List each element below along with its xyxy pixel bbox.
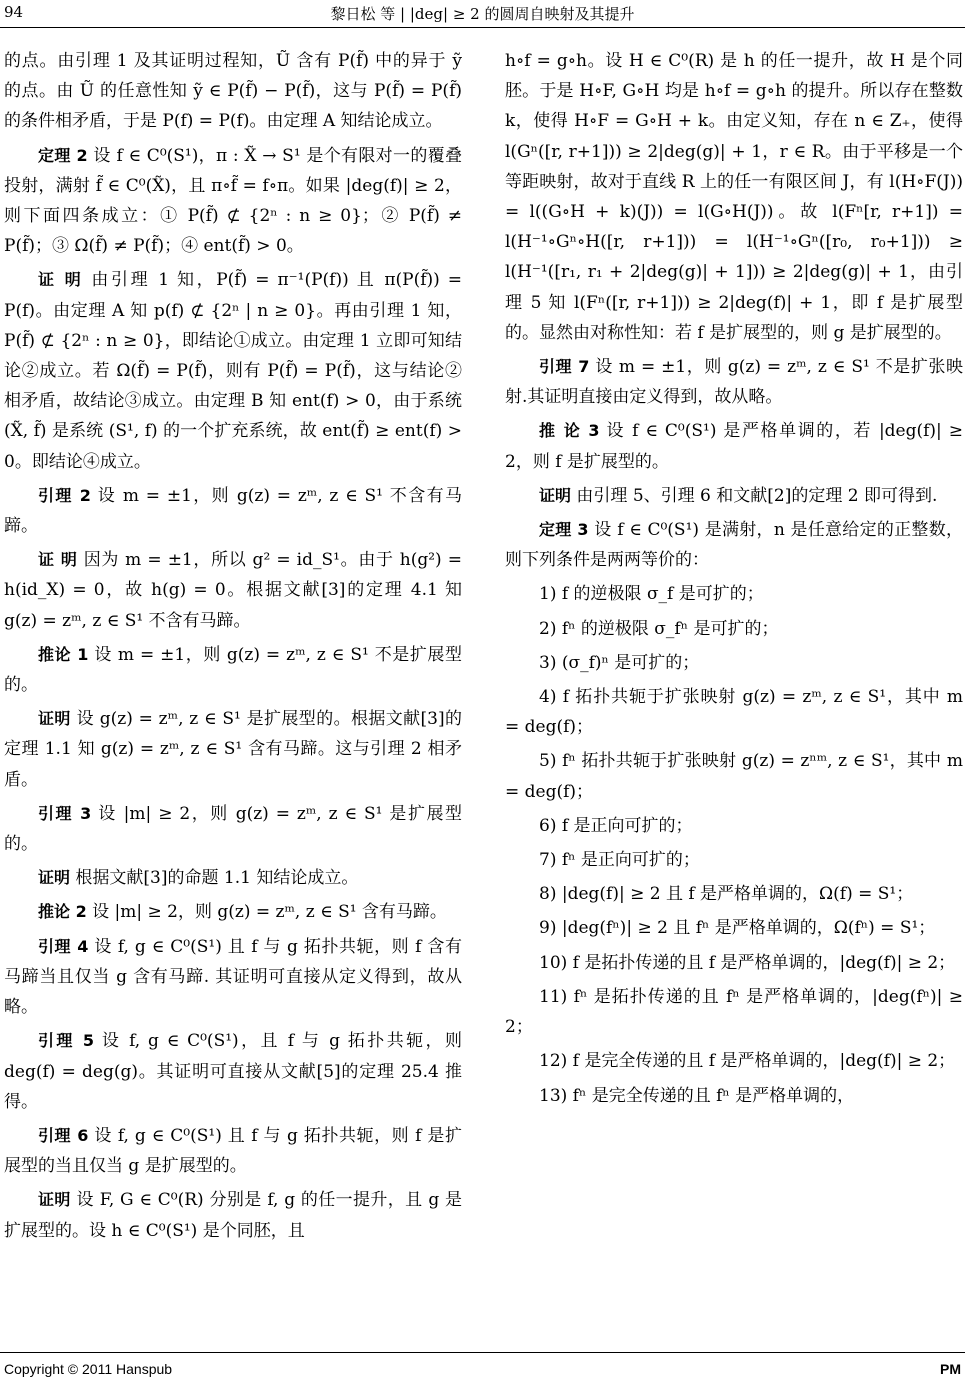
- labeled-paragraph: [4, 1026, 462, 1117]
- list-item: 8) |deg(f)| ≥ 2 且 f 是严格单调的，Ω(f) = S¹；: [539, 884, 914, 905]
- paragraph-label: 推论 1: [38, 644, 89, 664]
- labeled-paragraph: [4, 799, 462, 859]
- paragraph-text: 由引理 1 知，P(f̃) = π⁻¹(P(f)) 且 π(P(f̃)) = P(f)。由定理 A 知 p(f) ⊄ {2ⁿ | n ≥ 0}。再由引理 1 知，P(f̃) ⊄ {2ⁿ : n ≥ 0}，即结论①成立。由定理 1 立即可知结论②成立。若 Ω(f̃) = P(f̃)，则有 P(f̃) = P(f̃)，这与结论②相矛盾，故结论③成立。由定理 B 知 ent(f) > 0，由于系统 (X̃, f̃) 是系统 (S¹, f) 的一个扩充系统，故 ent(f̃) ≥ ent(f) > 0。即结论④成立。: [4, 270, 462, 472]
- labeled-paragraph: [4, 265, 462, 476]
- paragraph-text: 设 f, g ∈ C⁰(S¹)，且 f 与 g 拓扑共轭，则 deg(f) = deg(g)。其证明可直接从文献[5]的定理 25.4 推得。: [4, 1031, 462, 1112]
- list-item: 11) fⁿ 是拓扑传递的且 fⁿ 是严格单调的，|deg(fⁿ)| ≥ 2；: [505, 986, 963, 1038]
- labeled-paragraph: [4, 897, 462, 927]
- paragraph-label: 证明: [38, 709, 71, 729]
- body-paragraph: h∘f = g∘h。设 H ∈ C⁰(R) 是 h 的任一提升，故 H 是个同胚。于是 H∘F, G∘H 均是 h∘f = g∘h 的提升。所以存在整数 k，使得 H∘F = G∘H + k。由定义知，存在 n ∈ Z₊，使得 l(Gⁿ([r, r+1])) ≥ 2|deg(g)| + 1，r ∈ R。由于平移是一个等距映射，故对于直线 R 上的任一有限区间 J，有 l(H∘F(J)) = l((G∘H + k)(J)) = l(G∘H(J))。故 l(Fⁿ[r, r+1]) = l(H⁻¹∘Gⁿ∘H([r, r+1])) = l(H⁻¹∘Gⁿ([r₀, r₀+1])) ≥ l(H⁻¹([r₁, r₁ + 2|deg(g)| + 1])) ≥ 2|deg(g)| + 1，由引理 5 知 l(Fⁿ([r, r+1])) ≥ 2|deg(f)| + 1，即 f 是扩展型的。显然由对称性知：若 f 是扩展型的，则 g 是扩展型的。: [505, 51, 963, 343]
- footer-rule: [0, 1352, 965, 1353]
- paragraph-text: 设 m = ±1，则 g(z) = zᵐ, z ∈ S¹ 不是扩张映射.其证明直接由定义得到，故从略。: [505, 357, 963, 408]
- labeled-paragraph: [505, 481, 963, 511]
- paragraph-text: 设 m = ±1，则 g(z) = zᵐ, z ∈ S¹ 不含有马蹄。: [4, 485, 462, 537]
- left-column: [4, 46, 462, 1346]
- labeled-paragraph: [4, 640, 462, 700]
- paragraph-label: 证明: [38, 868, 71, 888]
- paragraph-text: 设 f ∈ C⁰(S¹) 是满射，n 是任意给定的正整数，则下列条件是两两等价的：: [505, 520, 963, 571]
- labeled-paragraph: [4, 545, 462, 636]
- copyright-notice: Copyright © 2011 Hanspub: [4, 1361, 173, 1377]
- paragraph-label: 引理 3: [38, 803, 92, 823]
- paragraph-label: 引理 2: [38, 485, 91, 505]
- paragraph-label: 引理 4: [38, 936, 89, 956]
- page-header: [0, 0, 965, 34]
- header-rule: [0, 27, 965, 28]
- paragraph-text: 设 F, G ∈ C⁰(R) 分别是 f, g 的任一提升，且 g 是扩展型的。设 h ∈ C⁰(S¹) 是个同胚，且: [4, 1190, 462, 1241]
- labeled-paragraph: [4, 141, 462, 262]
- paragraph-label: 证明: [38, 1190, 71, 1210]
- paragraph-label: 推 论 3: [539, 421, 600, 441]
- list-item: 3) (σ_f)ⁿ 是可扩的；: [539, 652, 700, 673]
- labeled-paragraph: [4, 932, 462, 1023]
- labeled-paragraph: [505, 515, 963, 575]
- paragraph-label: 引理 7: [539, 357, 590, 377]
- labeled-paragraph: [4, 863, 462, 893]
- list-item: 5) fⁿ 拓扑共轭于扩张映射 g(z) = zⁿᵐ, z ∈ S¹，其中 m = deg(f)；: [505, 751, 963, 802]
- paragraph-text: 设 m = ±1，则 g(z) = zᵐ, z ∈ S¹ 不是扩展型的。: [4, 644, 462, 696]
- page-number: 94: [4, 3, 24, 21]
- labeled-paragraph: [4, 1121, 462, 1181]
- page-footer: [0, 1352, 965, 1382]
- paragraph-label: 证 明: [38, 550, 78, 570]
- list-item: 4) f 拓扑共轭于扩张映射 g(z) = zᵐ, z ∈ S¹，其中 m = deg(f)；: [505, 687, 963, 738]
- labeled-paragraph: [505, 352, 963, 412]
- list-item: 12) f 是完全传递的且 f 是严格单调的，|deg(f)| ≥ 2；: [539, 1051, 956, 1072]
- paragraph-label: 定理 3: [539, 520, 589, 540]
- list-item: 9) |deg(fⁿ)| ≥ 2 且 fⁿ 是严格单调的，Ω(fⁿ) = S¹；: [539, 918, 936, 939]
- paragraph-text: 由引理 5、引理 6 和文献[2]的定理 2 即可得到.: [571, 485, 938, 506]
- paragraph-text: 根据文献[3]的命题 1.1 知结论成立。: [70, 868, 359, 889]
- list-item: 13) fⁿ 是完全传递的且 fⁿ 是严格单调的，: [539, 1085, 855, 1106]
- list-item: 1) f 的逆极限 σ_f 是可扩的；: [539, 584, 764, 605]
- paragraph-label: 证 明: [38, 270, 84, 290]
- labeled-paragraph: [4, 1185, 462, 1245]
- paragraph-label: 推论 2: [38, 902, 87, 922]
- labeled-paragraph: [4, 481, 462, 541]
- paragraph-label: 定理 2: [38, 145, 88, 165]
- running-title: 黎日松 等 | |deg| ≥ 2 的圆周自映射及其提升: [330, 5, 635, 23]
- paragraph-text: 设 f ∈ C⁰(S¹) 是严格单调的，若 |deg(f)| ≥ 2，则 f 是扩展型的。: [505, 421, 963, 472]
- publisher-mark: PM: [940, 1361, 961, 1377]
- paragraph-text: 设 g(z) = zᵐ, z ∈ S¹ 是扩展型的。根据文献[3]的定理 1.1 知 g(z) = zᵐ, z ∈ S¹ 含有马蹄。这与引理 2 相矛盾。: [4, 709, 462, 790]
- list-item: 7) fⁿ 是正向可扩的；: [539, 850, 700, 871]
- paragraph-label: 引理 5: [38, 1031, 94, 1051]
- list-item: 2) fⁿ 的逆极限 σ_fⁿ 是可扩的；: [539, 618, 779, 639]
- paragraph-text: 设 f, g ∈ C⁰(S¹) 且 f 与 g 拓扑共轭，则 f 是扩展型的当且仅当 g 是扩展型的。: [4, 1125, 462, 1177]
- paragraph-text: 因为 m = ±1，所以 g² = id_S¹。由于 h(g²) = h(id_X) = 0，故 h(g) = 0。根据文献[3]的定理 4.1 知 g(z) = zᵐ, z ∈ S¹ 不含有马蹄。: [4, 550, 462, 631]
- paragraph-text: 设 |m| ≥ 2，则 g(z) = zᵐ, z ∈ S¹ 含有马蹄。: [86, 902, 447, 923]
- list-item: 6) f 是正向可扩的；: [539, 815, 693, 836]
- paragraph-text: 设 f ∈ C⁰(S¹)，π : X̃ → S¹ 是个有限对一的覆叠投射，满射 f̃ ∈ C⁰(X̃)，且 π∘f̃ = f∘π。如果 |deg(f)| ≥ 2，则下面四条成立：① P(f̃) ⊄ {2ⁿ : n ≥ 0}；② P(f̃) ≠ P(f̃)；③ Ω(f̃) ≠ P(f̃)；④ ent(f̃) > 0。: [4, 145, 462, 257]
- body-paragraph: 的点。由引理 1 及其证明过程知，Ũ 含有 P(f̃) 中的异于 ỹ 的点。由 Ũ 的任意性知 ỹ ∈ P(f̃) − P(f̃)，这与 P(f̃) = P(f̃) 的条件相矛盾，于是 P(f) = P(f)。由定理 A 知结论成立。: [4, 51, 462, 132]
- paragraph-text: 设 |m| ≥ 2，则 g(z) = zᵐ, z ∈ S¹ 是扩展型的。: [4, 803, 462, 855]
- labeled-paragraph: [4, 704, 462, 795]
- paragraph-label: 证明: [539, 485, 572, 505]
- right-column: [505, 46, 963, 1346]
- paragraph-label: 引理 6: [38, 1125, 89, 1145]
- labeled-paragraph: [505, 416, 963, 476]
- paragraph-text: 设 f, g ∈ C⁰(S¹) 且 f 与 g 拓扑共轭，则 f 含有马蹄当且仅当 g 含有马蹄. 其证明可直接从定义得到，故从略。: [4, 936, 462, 1018]
- list-item: 10) f 是拓扑传递的且 f 是严格单调的，|deg(f)| ≥ 2；: [539, 952, 956, 973]
